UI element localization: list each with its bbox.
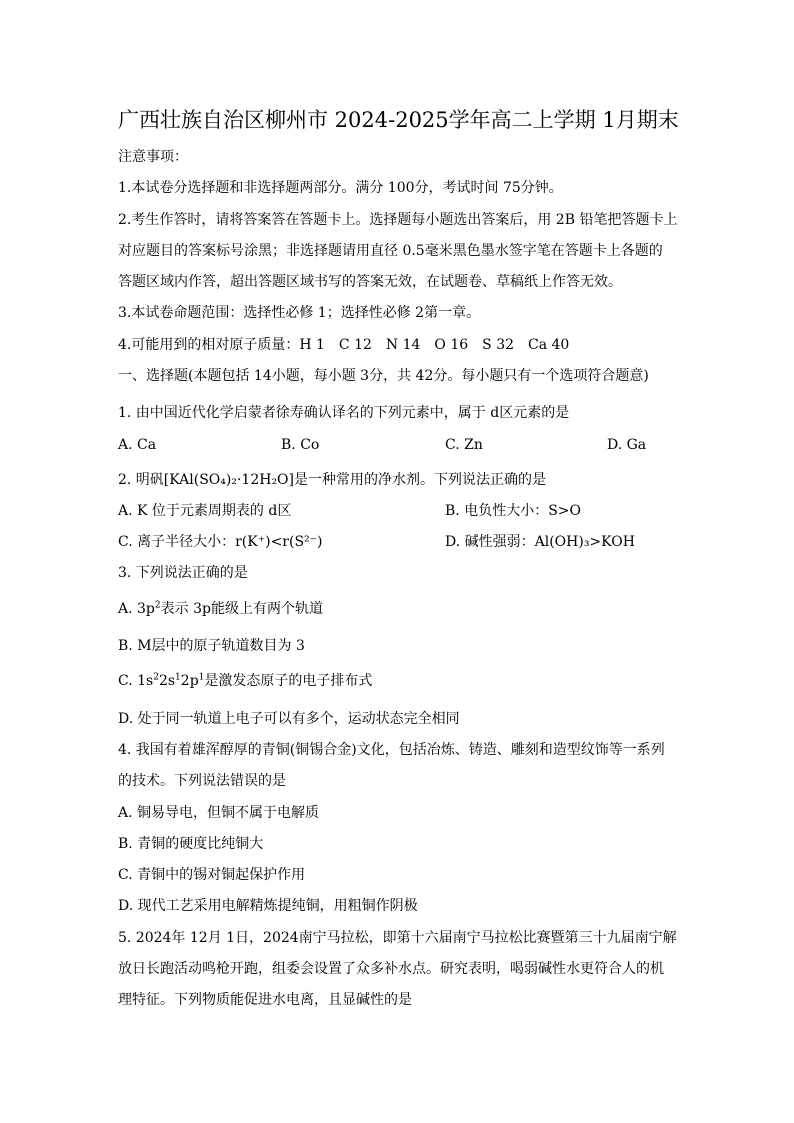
note-4: 4.可能用到的相对原子质量：H 1 C 12 N 14 O 16 S 32 Ca 40 [118, 337, 570, 353]
note-1: 1.本试卷分选择题和非选择题两部分。满分 100分，考试时间 75分钟。 [118, 180, 563, 196]
note-2-line-3: 答题区域内作答，超出答题区域书写的答案无效，在试题卷、草稿纸上作答无效。 [118, 274, 622, 290]
section-heading: 一、选择题(本题包括 14小题，每小题 3分，共 42分。每小题只有一个选项符合题意) [118, 368, 649, 384]
q3c-sup-3: 1 [198, 672, 205, 683]
question-2-option-a: A. K 位于元素周期表的 d区 [118, 503, 292, 519]
question-1-option-b: B. Co [281, 437, 320, 453]
question-3-option-d: D. 处于同一轨道上电子可以有多个，运动状态完全相同 [118, 711, 460, 727]
question-3-option-c [118, 670, 372, 690]
q3c-sup-2: 1 [175, 672, 181, 683]
question-1-option-c: C. Zn [445, 437, 483, 453]
note-2-line-2: 对应题目的答案标号涂黑；非选择题请用直径 0.5毫米黑色墨水签字笔在答题卡上各题的 [118, 243, 663, 259]
q3c-prefix: C. 1s [118, 673, 154, 689]
question-2-option-b: B. 电负性大小：S>O [445, 503, 581, 519]
q3a-text: 表示 3p能级上有两个轨道 [160, 601, 323, 617]
question-1-option-d: D. Ga [607, 437, 647, 453]
question-3-option-a [118, 598, 323, 618]
page-title: 广西壮族自治区柳州市 2024-2025学年高二上学期 1月期末 [118, 108, 679, 132]
question-4-option-d: D. 现代工艺采用电解精炼提纯铜，用粗铜作阴极 [118, 898, 418, 914]
question-5-stem-line-1: 5. 2024年 12月 1日，2024南宁马拉松，即第十六届南宁马拉松比赛暨第三十九届南宁解 [118, 930, 677, 946]
q3c-text: 是激发态原子的电子排布式 [204, 673, 373, 689]
question-2-stem: 2. 明矾[KAl(SO₄)₂·12H₂O]是一种常用的净水剂。下列说法正确的是 [118, 472, 546, 488]
question-4-stem-line-2: 的技术。下列说法错误的是 [118, 773, 286, 789]
question-5-stem-line-3: 理特征。下列物质能促进水电离，且显碱性的是 [118, 992, 412, 1008]
question-2-option-c: C. 离子半径大小：r(K⁺)<r(S²⁻) [118, 534, 323, 550]
question-1-option-a: A. Ca [118, 437, 157, 453]
q3a-prefix: A. 3p [118, 601, 155, 617]
question-4-option-b: B. 青铜的硬度比纯铜大 [118, 836, 264, 852]
q3c-mid-1: 2s [158, 673, 176, 689]
question-4-option-a: A. 铜易导电，但铜不属于电解质 [118, 805, 320, 821]
question-4-stem-line-1: 4. 我国有着雄浑醇厚的青铜(铜锡合金)文化，包括冶炼、铸造、雕刻和造型纹饰等一系列 [118, 742, 665, 758]
q3c-sup-1: 2 [153, 672, 159, 683]
question-3-option-b: B. M层中的原子轨道数目为 3 [118, 638, 305, 654]
q3c-mid-2: 2p [180, 673, 199, 689]
notes-heading: 注意事项： [118, 149, 188, 165]
note-3: 3.本试卷命题范围：选择性必修 1；选择性必修 2第一章。 [118, 305, 481, 321]
question-3-stem: 3. 下列说法正确的是 [118, 565, 248, 581]
question-5-stem-line-2: 放日长跑活动鸣枪开跑，组委会设置了众多补水点。研究表明，喝弱碱性水更符合人的机 [118, 961, 664, 977]
q3a-superscript: 2 [154, 600, 161, 611]
question-4-option-c: C. 青铜中的锡对铜起保护作用 [118, 867, 306, 883]
note-2-line-1: 2.考生作答时，请将答案答在答题卡上。选择题每小题选出答案后，用 2B 铅笔把答题卡上 [118, 212, 678, 228]
question-2-option-d: D. 碱性强弱：Al(OH)₃>KOH [445, 534, 635, 550]
question-1-stem: 1. 由中国近代化学启蒙者徐寿确认译名的下列元素中，属于 d区元素的是 [118, 405, 570, 421]
